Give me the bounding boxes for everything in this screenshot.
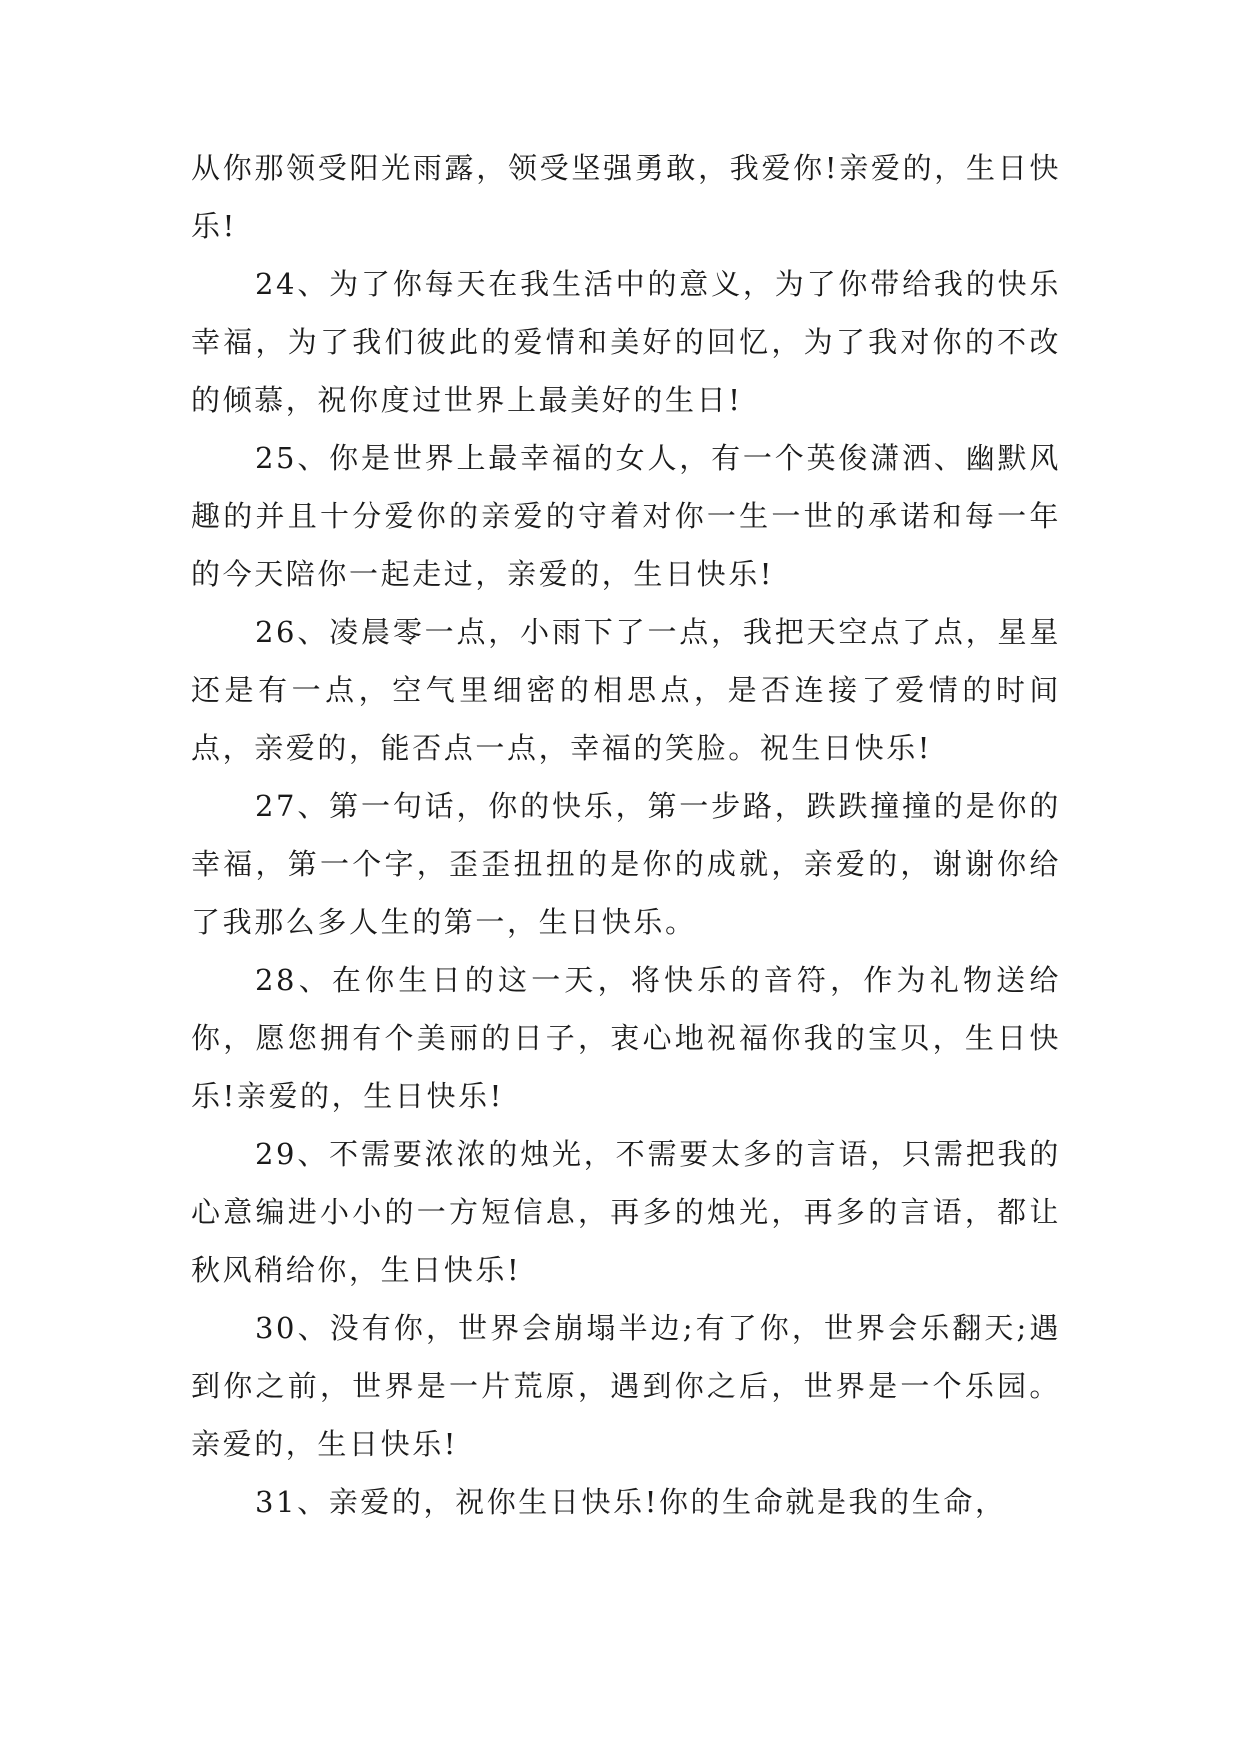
paragraph-27: 27、第一句话，你的快乐，第一步路，跌跌撞撞的是你的幸福，第一个字，歪歪扭扭的是你的成就，亲爱的，谢谢你给了我那么多人生的第一，生日快乐。 — [191, 789, 1061, 939]
paragraph-25: 25、你是世界上最幸福的女人，有一个英俊潇洒、幽默风趣的并且十分爱你的亲爱的守着对你一生一世的承诺和每一年的今天陪你一起走过，亲爱的，生日快乐! — [191, 441, 1061, 591]
paragraph-24: 24、为了你每天在我生活中的意义，为了你带给我的快乐幸福，为了我们彼此的爱情和美好的回忆，为了我对你的不改的倾慕，祝你度过世界上最美好的生日! — [191, 267, 1061, 417]
document-body — [191, 139, 1061, 1531]
paragraph-continuation: 从你那领受阳光雨露，领受坚强勇敢，我爱你!亲爱的，生日快乐! — [191, 151, 1061, 243]
paragraph-30: 30、没有你，世界会崩塌半边;有了你，世界会乐翻天;遇到你之前，世界是一片荒原，遇到你之后，世界是一个乐园。亲爱的，生日快乐! — [191, 1311, 1061, 1461]
paragraph-31: 31、亲爱的，祝你生日快乐!你的生命就是我的生命， — [255, 1485, 1007, 1519]
paragraph-26: 26、凌晨零一点，小雨下了一点，我把天空点了点，星星还是有一点，空气里细密的相思点，是否连接了爱情的时间点，亲爱的，能否点一点，幸福的笑脸。祝生日快乐! — [191, 615, 1061, 765]
paragraph-28: 28、在你生日的这一天，将快乐的音符，作为礼物送给你，愿您拥有个美丽的日子，衷心地祝福你我的宝贝，生日快乐!亲爱的，生日快乐! — [191, 963, 1061, 1113]
paragraph-29: 29、不需要浓浓的烛光，不需要太多的言语，只需把我的心意编进小小的一方短信息，再多的烛光，再多的言语，都让秋风稍给你，生日快乐! — [191, 1137, 1061, 1287]
